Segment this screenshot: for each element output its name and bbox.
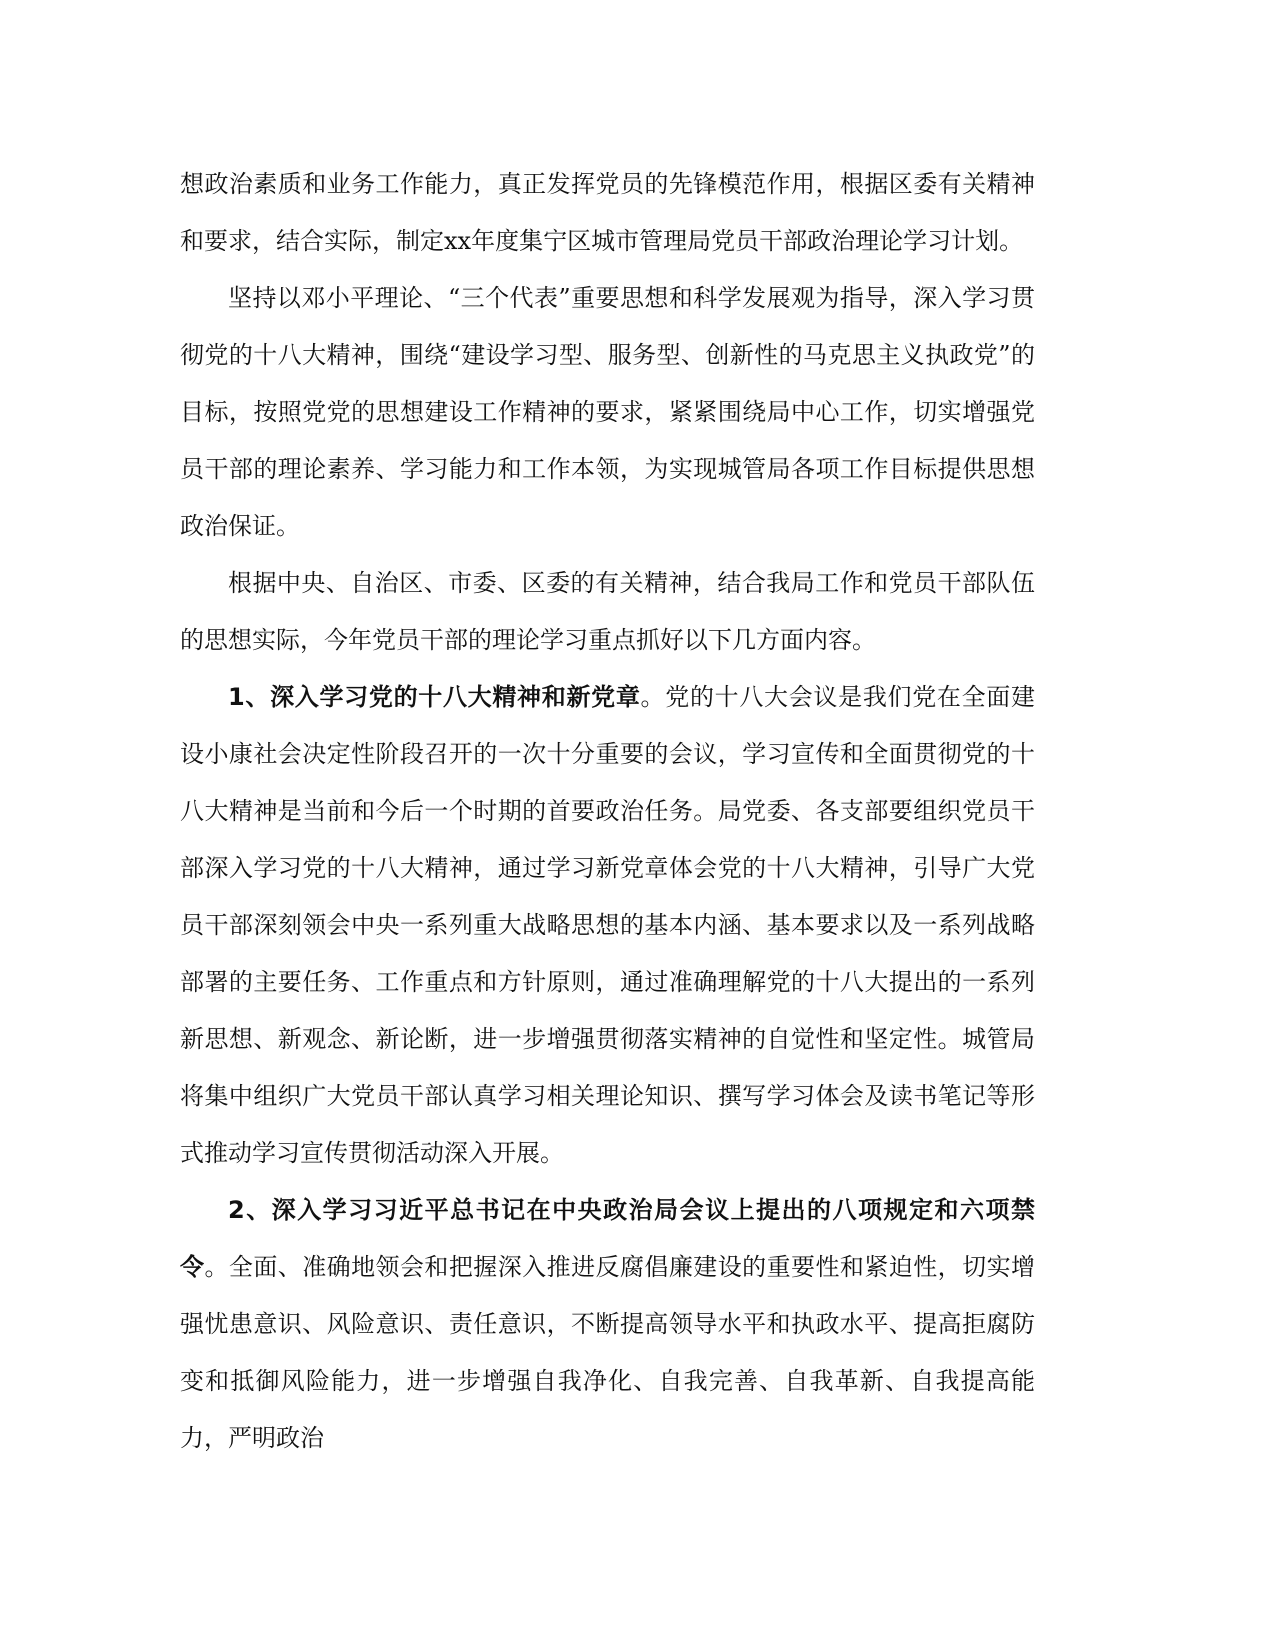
item-2-heading: 2、深入学习习近平总书记在中央政治局会议上提出的八项规定和六项禁令: [180, 1196, 1035, 1281]
paragraph-item-2: [180, 1182, 1035, 1467]
paragraph-continuation: [180, 156, 1035, 270]
paragraph-text: 根据中央、自治区、市委、区委的有关精神，结合我局工作和党员干部队伍的思想实际，今年党员干部的理论学习重点抓好以下几方面内容。: [180, 569, 1035, 654]
paragraph-text: 。全面、准确地领会和把握深入推进反腐倡廉建设的重要性和紧迫性，切实增强忧患意识、风险意识、责任意识，不断提高领导水平和执政水平、提高拒腐防变和抵御风险能力，进一步增强自我净化、自我完善、自我革新、自我提高能力，严明政治: [180, 1253, 1036, 1452]
paragraph-item-1: [180, 669, 1035, 1182]
paragraph-study-focus-intro: [180, 555, 1035, 669]
paragraph-guiding-principle: [180, 270, 1035, 555]
paragraph-text: 。党的十八大会议是我们党在全面建设小康社会决定性阶段召开的一次十分重要的会议，学习宣传和全面贯彻党的十八大精神是当前和今后一个时期的首要政治任务。局党委、各支部要组织党员干部深入学习党的十八大精神，通过学习新党章体会党的十八大精神，引导广大党员干部深刻领会中央一系列重大战略思想的基本内涵、基本要求以及一系列战略部署的主要任务、工作重点和方针原则，通过准确理解党的十八大提出的一系列新思想、新观念、新论断，进一步增强贯彻落实精神的自觉性和坚定性。城管局将集中组织广大党员干部认真学习相关理论知识、撰写学习体会及读书笔记等形式推动学习宣传贯彻活动深入开展。: [180, 683, 1035, 1167]
document-page: [180, 156, 1035, 1467]
paragraph-text: 想政治素质和业务工作能力，真正发挥党员的先锋模范作用，根据区委有关精神和要求，结合实际，制定xx年度集宁区城市管理局党员干部政治理论学习计划。: [180, 170, 1035, 255]
item-1-heading: 1、深入学习党的十八大精神和新党章: [228, 683, 641, 711]
paragraph-text: 坚持以邓小平理论、“三个代表”重要思想和科学发展观为指导，深入学习贯彻党的十八大精神，围绕“建设学习型、服务型、创新性的马克思主义执政党”的目标，按照党党的思想建设工作精神的要求，紧紧围绕局中心工作，切实增强党员干部的理论素养、学习能力和工作本领，为实现城管局各项工作目标提供思想政治保证。: [180, 284, 1035, 540]
